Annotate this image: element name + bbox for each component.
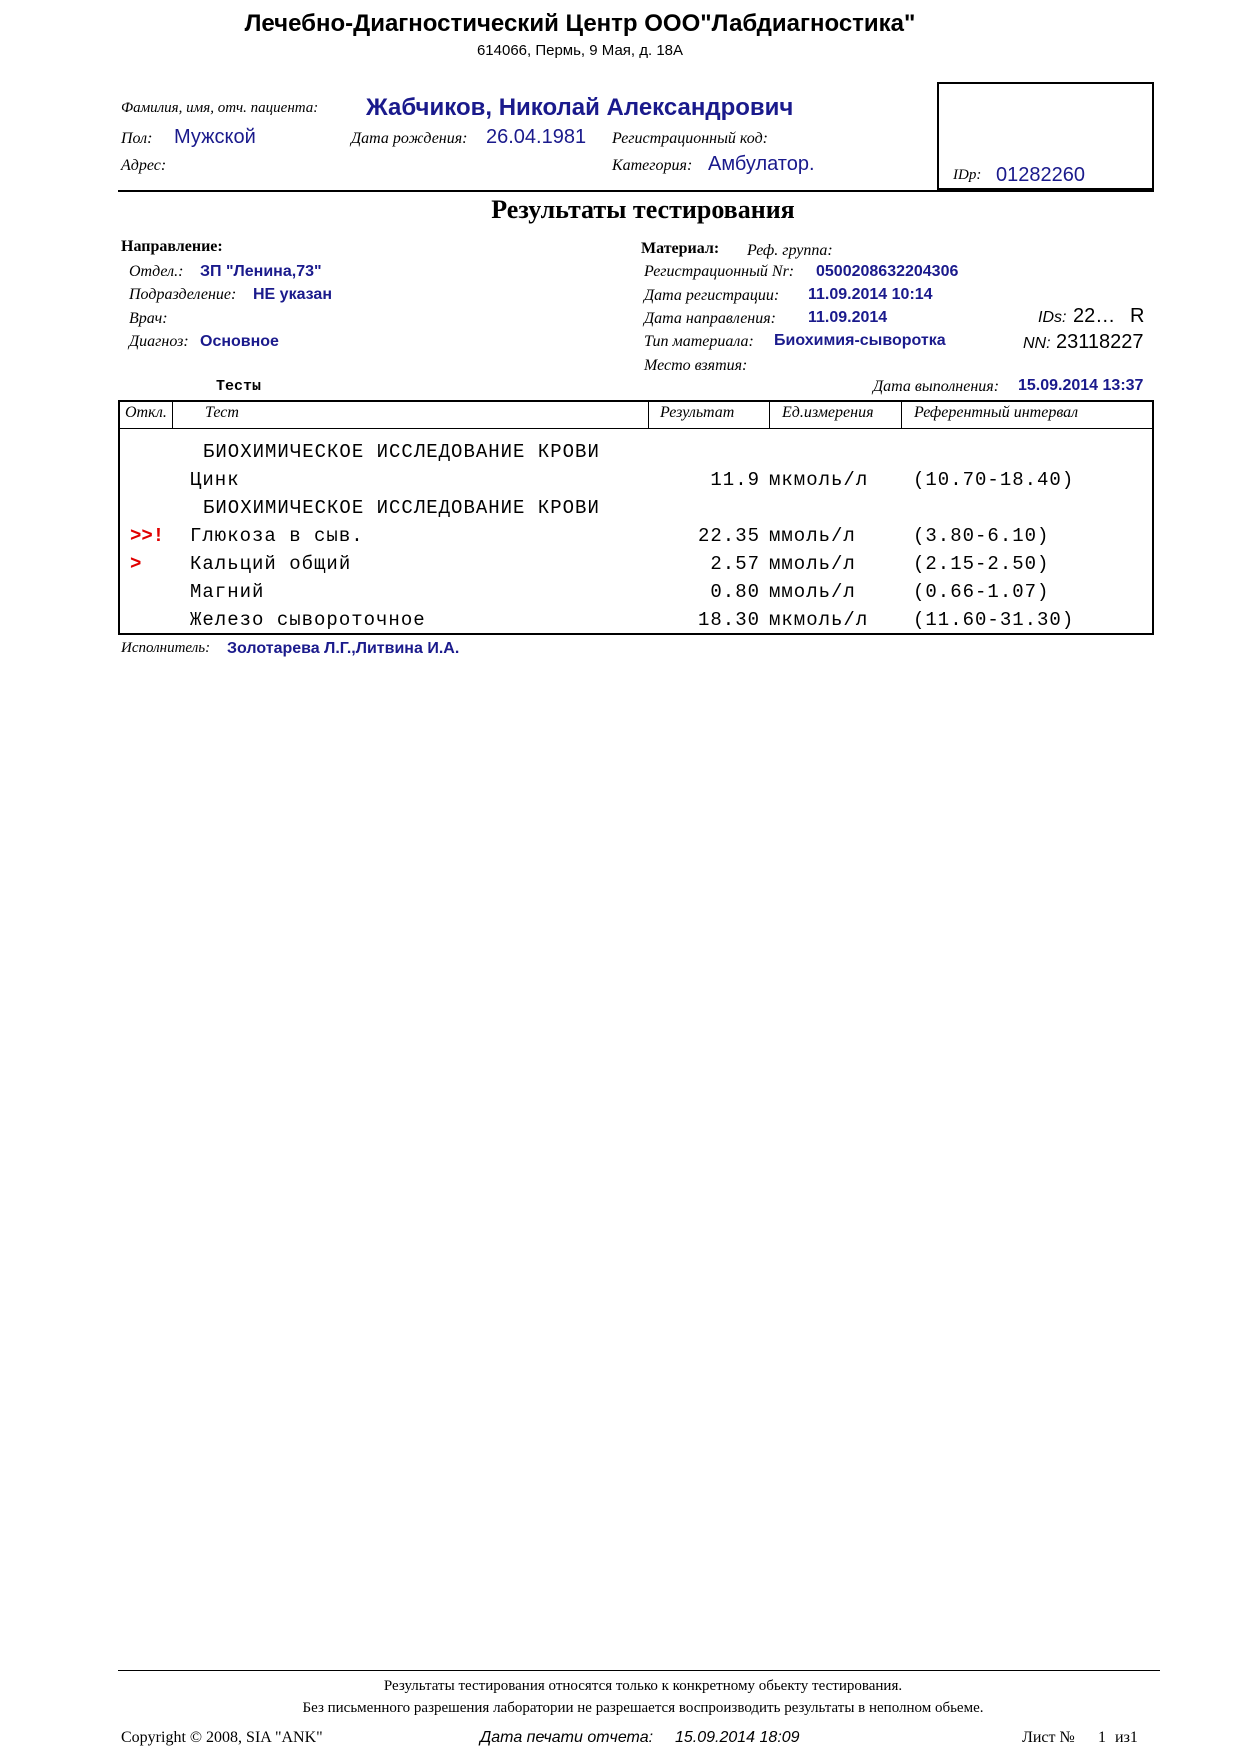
regnr-value: 0500208632204306 bbox=[816, 263, 959, 280]
regnr-label: Регистрационный Nr: bbox=[644, 263, 795, 280]
col-header-unit: Ед.измерения bbox=[782, 404, 874, 421]
row-flag: > bbox=[130, 553, 142, 575]
dob-value: 26.04.1981 bbox=[486, 126, 587, 148]
address-label: Адрес: bbox=[121, 157, 167, 174]
col-header-result: Результат bbox=[660, 404, 735, 421]
print-date-label: Дата печати отчета: bbox=[480, 1729, 654, 1746]
footer-note-2: Без письменного разрешения лаборатории не разрешается воспроизводить результаты в неполном обьеме. bbox=[302, 1700, 984, 1716]
patient-name-label: Фамилия, имя, отч. пациента: bbox=[121, 100, 319, 116]
row-result: 18.30 bbox=[697, 609, 760, 631]
col-header-ref: Референтный интервал bbox=[914, 404, 1079, 421]
sex-label: Пол: bbox=[121, 130, 153, 147]
row-ref: (2.15-2.50) bbox=[913, 553, 1050, 575]
row-result: 0.80 bbox=[710, 581, 760, 603]
org-name: Лечебно-Диагностический Центр ООО"Лабдиагностика" bbox=[244, 10, 916, 37]
referral-heading: Направление: bbox=[121, 238, 223, 255]
row-unit: мкмоль/л bbox=[769, 609, 869, 631]
print-date-value: 15.09.2014 18:09 bbox=[675, 1729, 800, 1746]
patient-name: Жабчиков, Николай Александрович bbox=[366, 94, 794, 121]
performer-label: Исполнитель: bbox=[121, 640, 211, 656]
mattype-value: Биохимия-сыворотка bbox=[774, 332, 946, 349]
refgroup-label: Реф. группа: bbox=[747, 242, 833, 259]
subdiv-value: НЕ указан bbox=[253, 286, 332, 303]
copyright: Copyright © 2008, SIA "ANK" bbox=[121, 1729, 323, 1746]
regcode-label: Регистрационный код: bbox=[612, 130, 768, 147]
material-heading: Материал: bbox=[641, 240, 720, 257]
dept-label: Отдел.: bbox=[129, 263, 184, 280]
place-label: Место взятия: bbox=[644, 357, 748, 374]
col-divider bbox=[769, 400, 770, 428]
col-divider bbox=[648, 400, 649, 428]
category-value: Амбулатор. bbox=[708, 153, 815, 175]
sheet-total: из1 bbox=[1115, 1729, 1138, 1746]
row-ref: (0.66-1.07) bbox=[913, 581, 1050, 603]
row-result: 22.35 bbox=[697, 525, 760, 547]
ids-suffix: R bbox=[1130, 305, 1145, 327]
ids-label: IDs: bbox=[1038, 309, 1067, 326]
dept-value: ЗП "Ленина,73" bbox=[200, 263, 322, 280]
footer-divider bbox=[118, 1670, 1160, 1671]
performer-value: Золотарева Л.Г.,Литвина И.А. bbox=[227, 640, 460, 657]
idp-value: 01282260 bbox=[996, 164, 1085, 186]
doctor-label: Врач: bbox=[129, 310, 168, 327]
sex-value: Мужской bbox=[174, 126, 256, 148]
sheet-number: 1 bbox=[1098, 1729, 1106, 1746]
row-ref: (10.70-18.40) bbox=[913, 469, 1075, 491]
row-test: Железо сывороточное bbox=[190, 609, 426, 631]
refdate-label: Дата направления: bbox=[644, 310, 776, 327]
page-title: Результаты тестирования bbox=[491, 195, 795, 224]
idp-label: IDp: bbox=[953, 167, 982, 183]
row-ref: (11.60-31.30) bbox=[913, 609, 1075, 631]
mattype-label: Тип материала: bbox=[644, 333, 754, 350]
table-header-divider bbox=[118, 428, 1154, 429]
dob-label: Дата рождения: bbox=[351, 130, 468, 147]
row-ref: (3.80-6.10) bbox=[913, 525, 1050, 547]
row-test: Глюкоза в сыв. bbox=[190, 525, 364, 547]
section-heading: БИОХИМИЧЕСКОЕ ИССЛЕДОВАНИЕ КРОВИ bbox=[203, 441, 600, 463]
sheet-label: Лист № bbox=[1022, 1729, 1075, 1746]
nn-label: NN: bbox=[1023, 335, 1051, 352]
row-unit: ммоль/л bbox=[769, 553, 856, 575]
row-result: 11.9 bbox=[710, 469, 760, 491]
regdate-label: Дата регистрации: bbox=[644, 287, 780, 304]
row-result: 2.57 bbox=[710, 553, 760, 575]
col-header-test: Тест bbox=[205, 404, 239, 421]
done-date-label: Дата выполнения: bbox=[873, 378, 1000, 395]
row-unit: мкмоль/л bbox=[769, 469, 869, 491]
nn-value: 23118227 bbox=[1056, 331, 1144, 353]
row-test: Магний bbox=[190, 581, 265, 603]
col-divider bbox=[901, 400, 902, 428]
footer-note-1: Результаты тестирования относятся только к конкретному обьекту тестирования. bbox=[383, 1678, 903, 1694]
org-address: 614066, Пермь, 9 Мая, д. 18А bbox=[476, 42, 684, 59]
col-header-flag: Откл. bbox=[125, 404, 167, 421]
subdiv-label: Подразделение: bbox=[129, 286, 237, 303]
refdate-value: 11.09.2014 bbox=[808, 309, 888, 326]
tests-label: Тесты bbox=[216, 378, 262, 395]
col-divider bbox=[172, 400, 173, 428]
row-flag: >>! bbox=[130, 525, 165, 547]
regdate-value: 11.09.2014 10:14 bbox=[808, 286, 933, 303]
ids-value: 22… bbox=[1073, 305, 1116, 327]
row-unit: ммоль/л bbox=[769, 525, 856, 547]
category-label: Категория: bbox=[612, 157, 693, 174]
row-unit: ммоль/л bbox=[769, 581, 856, 603]
patient-divider bbox=[118, 190, 1154, 192]
done-date-value: 15.09.2014 13:37 bbox=[1018, 377, 1144, 394]
diagnosis-value: Основное bbox=[200, 333, 279, 350]
section-heading: БИОХИМИЧЕСКОЕ ИССЛЕДОВАНИЕ КРОВИ bbox=[203, 497, 600, 519]
row-test: Кальций общий bbox=[190, 553, 352, 575]
row-test: Цинк bbox=[190, 469, 240, 491]
diagnosis-label: Диагноз: bbox=[129, 333, 189, 350]
